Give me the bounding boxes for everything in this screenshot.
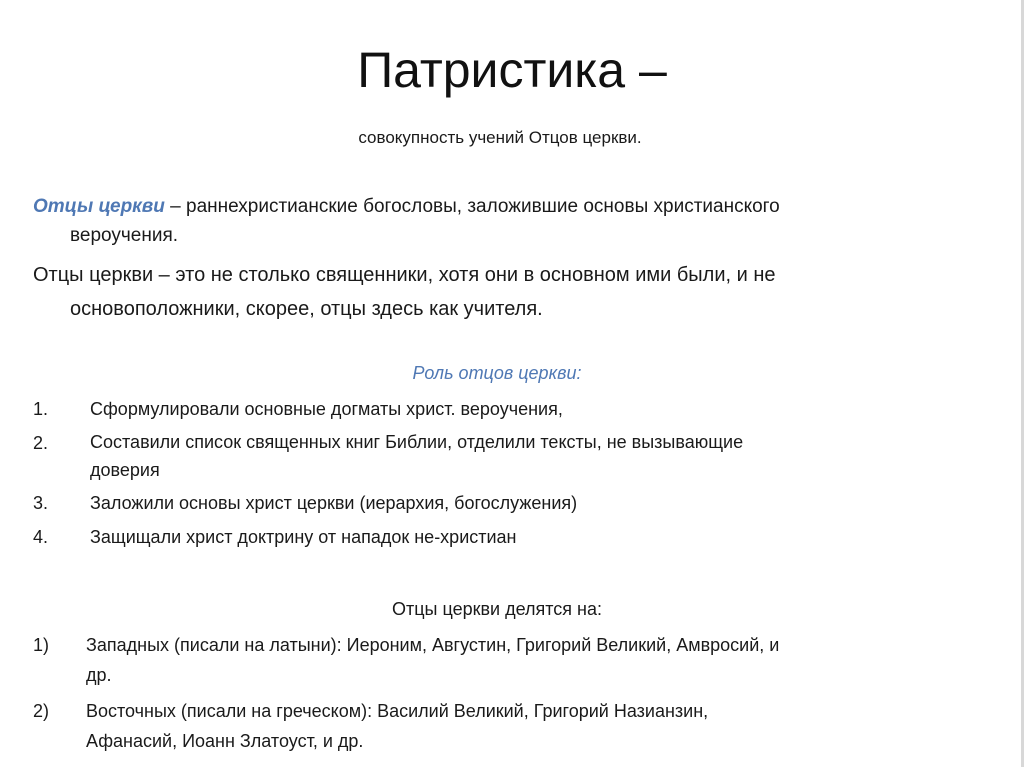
list-item-text-cont: доверия xyxy=(90,460,160,480)
list-item-number: 3. xyxy=(33,493,49,513)
definition-term: Отцы церкви xyxy=(33,196,165,217)
list-item-text: Заложили основы христ церкви (иерархия, богослужения) xyxy=(90,493,578,513)
list-item-text-cont: др. xyxy=(86,665,112,685)
note-paragraph xyxy=(33,258,933,326)
list-item xyxy=(33,428,983,484)
list-item-text: Составили список священных книг Библии, отделили тексты, не вызывающие xyxy=(90,432,744,452)
list-item-text: Сформулировали основные догматы христ. вероучения, xyxy=(90,399,563,419)
list-item-number: 2. xyxy=(33,433,49,453)
list-item xyxy=(33,630,983,690)
list-item-text: Защищали христ доктрину от нападок не-христиан xyxy=(90,527,517,547)
definition-paragraph xyxy=(33,192,933,250)
list-item-text-cont: Афанасий, Иоанн Златоуст, и др. xyxy=(86,731,364,751)
division-list xyxy=(33,630,983,762)
division-heading: Отцы церкви делятся на: xyxy=(391,599,603,619)
roles-heading: Роль отцов церкви: xyxy=(412,363,582,383)
list-item-number: 2) xyxy=(33,701,50,721)
list-item-number: 4. xyxy=(33,527,49,547)
list-item xyxy=(33,488,983,518)
note-line-1: Отцы церкви – это не столько священники, хотя они в основном ими были, и не xyxy=(33,264,776,286)
page-title: Патристика – xyxy=(357,42,667,98)
list-item xyxy=(33,696,983,756)
list-item-number: 1. xyxy=(33,399,49,419)
list-item xyxy=(33,522,983,552)
note-line-2: основоположники, скорее, отцы здесь как учителя. xyxy=(70,298,543,320)
definition-line-2: вероучения. xyxy=(70,225,179,246)
definition-line-1 xyxy=(33,192,933,221)
subtitle: совокупность учений Отцов церкви. xyxy=(358,128,642,147)
roles-list xyxy=(33,394,983,556)
list-item xyxy=(33,394,983,424)
list-item-number: 1) xyxy=(33,635,50,655)
list-item-text: Западных (писали на латыни): Иероним, Августин, Григорий Великий, Амвросий, и xyxy=(86,635,780,655)
definition-text: – раннехристианские богословы, заложившие основы христианского xyxy=(164,196,780,217)
list-item-text: Восточных (писали на греческом): Василий Великий, Григорий Назианзин, xyxy=(86,701,709,721)
